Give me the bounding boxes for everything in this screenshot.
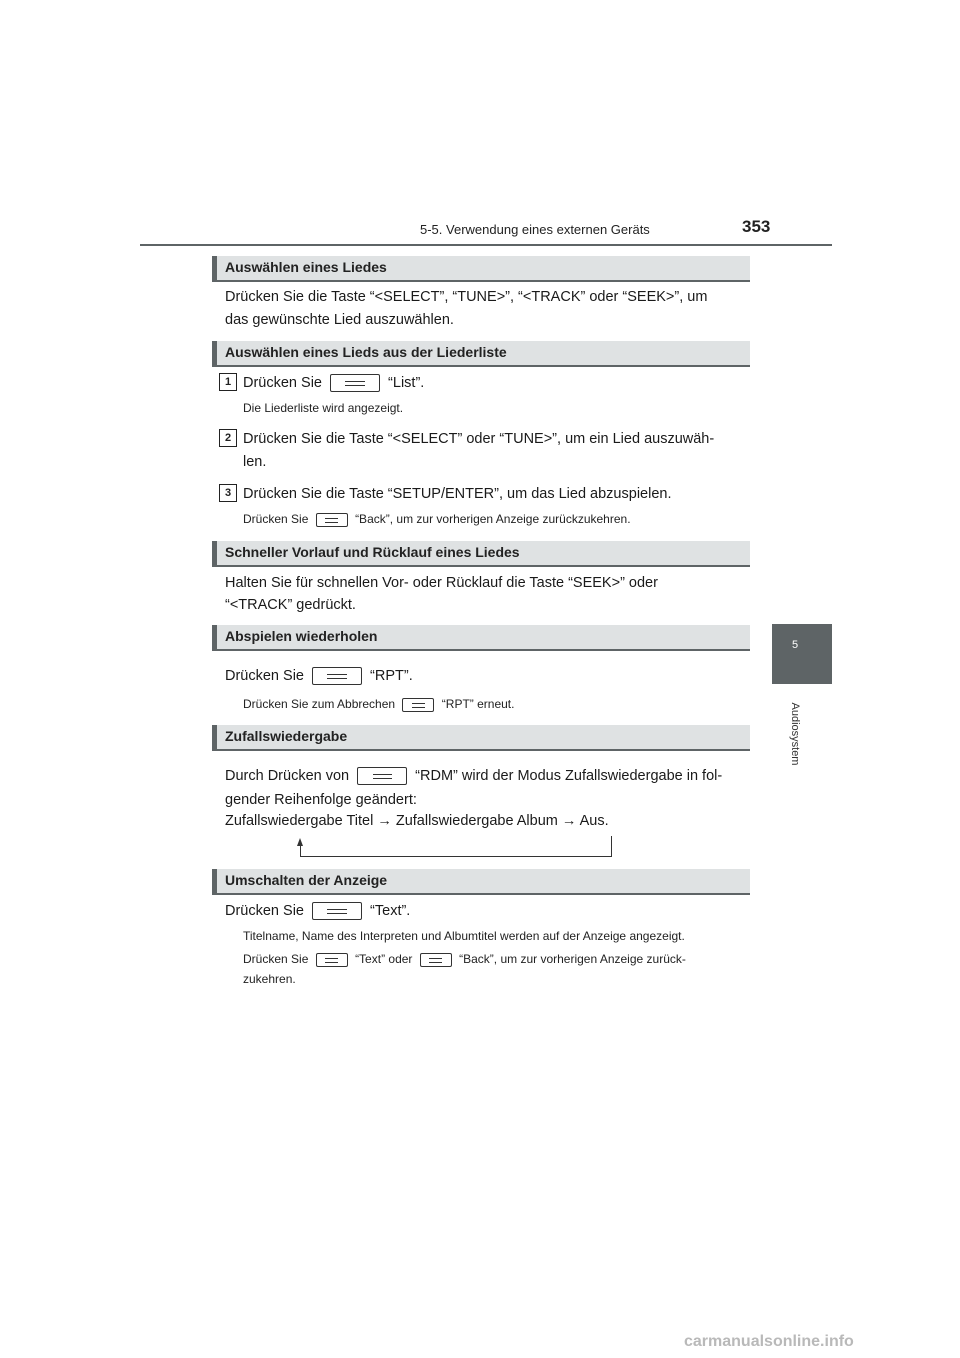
button-lines-icon bbox=[327, 674, 346, 679]
section-title: Zufallswiedergabe bbox=[225, 728, 348, 744]
paragraph-random-line3: Zufallswiedergabe Titel → Zufallswiedergabe Album → Aus. bbox=[225, 813, 609, 829]
section-title: Auswählen eines Lieds aus der Liederliste bbox=[225, 344, 507, 360]
button-lines-icon bbox=[325, 518, 338, 523]
section-heading-fast-forward bbox=[212, 541, 750, 567]
cycle-line-bottom bbox=[300, 856, 612, 857]
paragraph-random-line1 bbox=[225, 765, 747, 788]
section-heading-select-from-list bbox=[212, 341, 750, 367]
repeat-note bbox=[243, 694, 514, 714]
paragraph-fast-forward-line1: Halten Sie für schnellen Vor- oder Rücklauf die Taste “SEEK>” oder bbox=[225, 575, 658, 591]
chapter-tab-label: Audiosystem bbox=[789, 702, 801, 766]
switch-note2-post: “Back”, um zur vorherigen Anzeige zurück- bbox=[459, 952, 686, 966]
step-3-text: Drücken Sie die Taste “SETUP/ENTER”, um das Lied abzuspielen. bbox=[243, 486, 672, 502]
screen-button-text-small[interactable] bbox=[316, 953, 348, 967]
section-heading-repeat bbox=[212, 625, 750, 651]
chapter-tab-number: 5 bbox=[792, 639, 799, 651]
step-2-line2: len. bbox=[243, 454, 267, 470]
switch-note2-mid: “Text” oder bbox=[355, 952, 413, 966]
section-title: Abspielen wiederholen bbox=[225, 628, 378, 644]
random-post: “RDM” wird der Modus Zufallswiedergabe in fol- bbox=[415, 768, 723, 784]
step-1-note: Die Liederliste wird angezeigt. bbox=[243, 401, 404, 415]
switch-note-2-line2: zukehren. bbox=[243, 972, 296, 986]
switch-note2-pre: Drücken Sie bbox=[243, 952, 309, 966]
step-number-1: 1 bbox=[219, 373, 237, 391]
switch-post: “Text”. bbox=[370, 903, 411, 919]
paragraph-select-song-line1: Drücken Sie die Taste “<SELECT”, “TUNE>”, “<TRACK” oder “SEEK>”, um bbox=[225, 289, 708, 305]
paragraph-fast-forward-line2: “<TRACK” gedrückt. bbox=[225, 597, 356, 613]
step-2-line1: Drücken Sie die Taste “<SELECT” oder “TUNE>”, um ein Lied auszuwäh- bbox=[243, 431, 715, 447]
step-number-3: 3 bbox=[219, 484, 237, 502]
paragraph-select-song-line2: das gewünschte Lied auszuwählen. bbox=[225, 312, 454, 328]
screen-button-rdm[interactable] bbox=[357, 767, 407, 785]
repeat-pre: Drücken Sie bbox=[225, 668, 304, 684]
chapter-tab bbox=[772, 624, 832, 684]
section-title: Auswählen eines Liedes bbox=[225, 259, 387, 275]
button-lines-icon bbox=[325, 958, 338, 963]
random-pre: Durch Drücken von bbox=[225, 768, 350, 784]
paragraph-random-line2: gender Reihenfolge geändert: bbox=[225, 792, 417, 808]
screen-button-rpt-cancel[interactable] bbox=[402, 698, 434, 712]
step-3-note-post: “Back”, um zur vorherigen Anzeige zurückzukehren. bbox=[355, 512, 631, 526]
step-3-note bbox=[243, 509, 631, 529]
switch-note-2 bbox=[243, 949, 747, 969]
repeat-post: “RPT”. bbox=[370, 668, 413, 684]
section-heading-random bbox=[212, 725, 750, 751]
switch-pre: Drücken Sie bbox=[225, 903, 304, 919]
repeat-note-pre: Drücken Sie zum Abbrechen bbox=[243, 697, 396, 711]
paragraph-repeat bbox=[225, 665, 413, 688]
step-1-text bbox=[243, 372, 424, 395]
screen-button-rpt[interactable] bbox=[312, 667, 362, 685]
cycle-line-right bbox=[611, 836, 612, 857]
section-title: Schneller Vorlauf und Rücklauf eines Liedes bbox=[225, 544, 520, 560]
switch-note-1: Titelname, Name des Interpreten und Albumtitel werden auf der Anzeige angezeigt. bbox=[243, 929, 685, 943]
watermark: carmanualsonline.info bbox=[684, 1333, 854, 1350]
step-1-pre: Drücken Sie bbox=[243, 375, 322, 391]
screen-button-back[interactable] bbox=[316, 513, 348, 527]
button-lines-icon bbox=[429, 958, 442, 963]
button-lines-icon bbox=[412, 703, 425, 708]
section-title: Umschalten der Anzeige bbox=[225, 872, 388, 888]
screen-button-back-small[interactable] bbox=[420, 953, 452, 967]
screen-button-text[interactable] bbox=[312, 902, 362, 920]
section-heading-select-song bbox=[212, 256, 750, 282]
step-number-2: 2 bbox=[219, 429, 237, 447]
header-rule bbox=[140, 244, 832, 246]
screen-button-list[interactable] bbox=[330, 374, 380, 392]
button-lines-icon bbox=[373, 774, 392, 779]
repeat-note-post: “RPT” erneut. bbox=[441, 697, 515, 711]
section-heading-switch-display bbox=[212, 869, 750, 895]
step-1-post: “List”. bbox=[388, 375, 425, 391]
page-number: 353 bbox=[742, 217, 771, 236]
button-lines-icon bbox=[327, 909, 346, 914]
button-lines-icon bbox=[345, 381, 364, 386]
paragraph-switch-display bbox=[225, 900, 410, 923]
running-header-section: 5-5. Verwendung eines externen Geräts bbox=[420, 222, 650, 237]
step-3-note-pre: Drücken Sie bbox=[243, 512, 309, 526]
